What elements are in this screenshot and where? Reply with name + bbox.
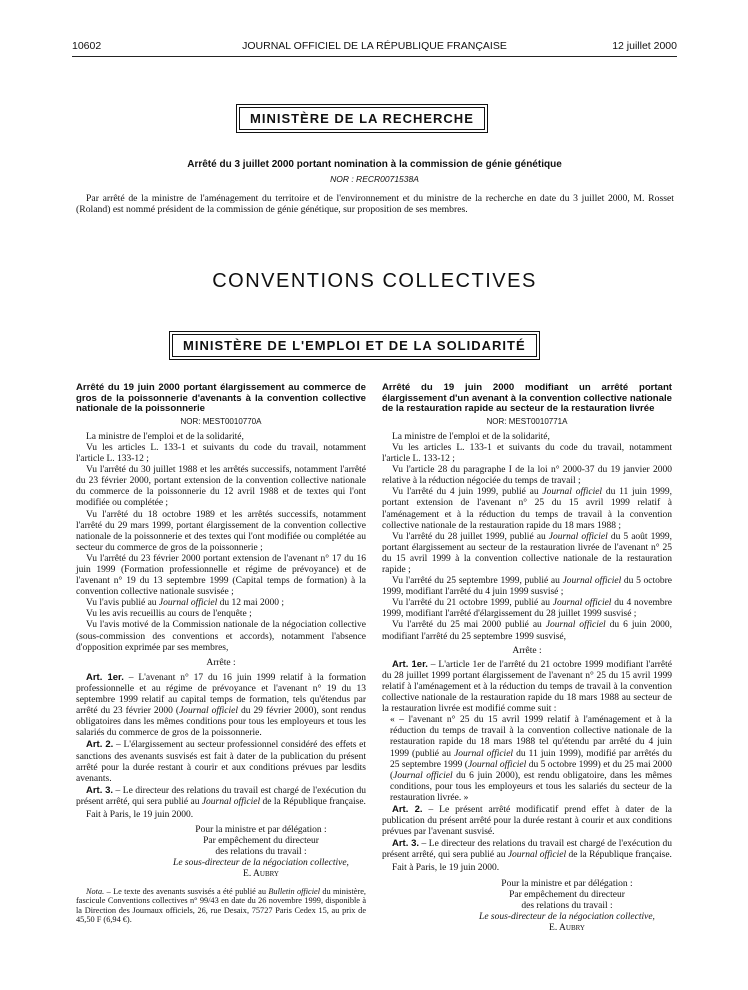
signature-line: des relations du travail : — [521, 900, 613, 911]
decree-title-restauration: Arrêté du 19 juin 2000 modifiant un arrêté portant élargissement d'un avenant à la convention collective nationale de la restauration rapide au secteur de la restauration livrée — [382, 382, 672, 415]
paragraph: Vu l'avis motivé de la Commission nationale de la négociation collective (sous-commission des conventions et accords), notamment l'absence d'opposition exprimée par ses membres, — [76, 620, 366, 653]
decree-title-recherche: Arrêté du 3 juillet 2000 portant nomination à la commission de génie génétique — [187, 159, 562, 170]
nor-recherche: NOR : RECR0071538A — [330, 174, 419, 184]
paragraph: Vu les articles L. 133-1 et suivants du code du travail, notamment l'article L. 133-12 ; — [76, 442, 366, 465]
signature-line: Pour la ministre et par délégation : — [501, 878, 633, 889]
nota: Nota. – Le texte des avenants susvisés a été publié au Bulletin officiel du ministère, fascicule Conventions collectives n° 99/43 en date du 26 novembre 1999, disponible à la Direction des Journaux officiels, 26, rue Desaix, 75727 Paris Cedex 15, au prix de 45,50 F (6,94 €). — [76, 886, 366, 925]
paragraph: Vu l'arrêté du 4 juin 1999, publié au Journal officiel du 11 juin 1999, portant extension de l'avenant n° 25 du 15 avril 1999 relatif à l'aménagement et à la réduction du temps de travail à la convention collective nationale de la restauration rapide du 18 mars 1988 ; — [382, 487, 672, 531]
paragraph: Vu l'arrêté du 21 octobre 1999, publié au Journal officiel du 4 novembre 1999, modifiant l'arrêté d'élargissement du 28 juillet 1999 susvisé ; — [382, 598, 672, 620]
arrete-label: Arrête : — [512, 645, 542, 656]
right-column — [382, 383, 672, 934]
running-header — [72, 40, 677, 54]
article-1: Art. 1er. – L'article 1er de l'arrêté du 21 octobre 1999 modifiant l'arrêté du 28 juillet 1999 portant élargissement de l'avenant n° 25 du 15 avril 1999 relatif à l'aménagement et à la réduction du temps de travail à la convention collective nationale de la restauration rapide du 18 mars 1988 au secteur de la restauration livrée est modifié comme suit : — [382, 658, 672, 715]
decree-body-recherche: Par arrêté de la ministre de l'aménagement du territoire et de l'environnement et du ministre de la recherche en date du 3 juillet 2000, M. Rosset (Roland) est nommé président de la commission de génie génétique, sur proposition de ses membres. — [76, 193, 674, 216]
paragraph: Vu l'avis publié au Journal officiel du 12 mai 2000 ; — [86, 598, 284, 609]
paragraph: Vu les articles L. 133-1 et suivants du code du travail, notamment l'article L. 133-12 ; — [382, 442, 672, 465]
signatory-name: E. Aubry — [243, 869, 279, 880]
issue-date: 12 juillet 2000 — [612, 40, 677, 52]
signature-line: Le sous-directeur de la négociation collective, — [479, 911, 655, 922]
article-2: Art. 2. – L'élargissement au secteur professionnel considéré des effets et sanctions des avenants susvisés est fait à dater de la publication du présent arrêté pour la durée restant à courir et aux conditions prévues par lesdits avenants. — [76, 739, 366, 784]
article-3: Art. 3. – Le directeur des relations du travail est chargé de l'exécution du présent arrêté, qui sera publié au Journal officiel de la République française. — [382, 838, 672, 861]
journal-title: JOURNAL OFFICIEL DE LA RÉPUBLIQUE FRANÇAISE — [242, 40, 507, 52]
paragraph: La ministre de l'emploi et de la solidarité, — [86, 431, 244, 442]
header-rule — [72, 56, 677, 57]
signature-line: des relations du travail : — [215, 847, 307, 858]
decree-title-poissonnerie: Arrêté du 19 juin 2000 portant élargissement au commerce de gros de la poissonnerie d'avenants à la convention collective nationale de la poissonnerie — [76, 382, 366, 415]
signature-line: Par empêchement du directeur — [203, 836, 319, 847]
paragraph: Vu les avis recueillis au cours de l'enquête ; — [86, 609, 252, 620]
paragraph: La ministre de l'emploi et de la solidarité, — [392, 431, 550, 442]
signature-line: Le sous-directeur de la négociation collective, — [173, 858, 349, 869]
fait-a-paris: Fait à Paris, le 19 juin 2000. — [392, 863, 500, 874]
ministry-box-emploi — [169, 331, 540, 360]
paragraph: Vu l'arrêté du 23 février 2000 portant extension de l'avenant n° 17 du 16 juin 1999 (Formation professionnelle et régime de prévoyance) et de l'avenant n° 19 du 13 septembre 1999 (Capital temps de formation) à la convention collective nationale susvisée ; — [76, 553, 366, 598]
page-number: 10602 — [72, 40, 102, 52]
paragraph: Vu l'arrêté du 30 juillet 1988 et les arrêtés successifs, notamment l'arrêté du 23 février 2000, portant extension de la convention collective nationale du commerce de la poissonnerie du 12 avril 1988 et de textes qui l'ont modifiée ou complétée ; — [76, 465, 366, 509]
ministry-box-recherche — [236, 104, 488, 133]
signatory-name: E. Aubry — [549, 922, 585, 933]
paragraph: Vu l'arrêté du 18 octobre 1989 et les arrêtés successifs, notamment l'arrêté du 29 mars 1999, portant élargissement de la convention collective nationale de la poissonnerie et des textes qui l'ont modifiée ou complétée au secteur du commerce de gros de la poissonnerie ; — [76, 509, 366, 553]
arrete-label: Arrête : — [206, 657, 236, 668]
ministry-title-emploi: MINISTÈRE DE L'EMPLOI ET DE LA SOLIDARITÉ — [172, 334, 537, 357]
paragraph: Vu l'article 28 du paragraphe I de la loi n° 2000-37 du 19 janvier 2000 relative à la réduction négociée du temps de travail ; — [382, 465, 672, 487]
signature-line: Par empêchement du directeur — [509, 889, 625, 900]
paragraph: Vu l'arrêté du 25 mai 2000 publié au Journal officiel du 6 juin 2000, modifiant l'arrêté du 25 septembre 1999 susvisé, — [382, 620, 673, 642]
signature-line: Pour la ministre et par délégation : — [195, 825, 327, 836]
fait-a-paris: Fait à Paris, le 19 juin 2000. — [86, 809, 194, 820]
paragraph: Vu l'arrêté du 25 septembre 1999, publié au Journal officiel du 5 octobre 1999, modifiant l'arrêté du 4 juin 1999 susvisé ; — [382, 576, 672, 598]
section-title: CONVENTIONS COLLECTIVES — [212, 270, 537, 292]
nor-restauration: NOR: MEST0010771A — [486, 416, 568, 426]
paragraph: Vu l'arrêté du 28 juillet 1999, publié au Journal officiel du 5 août 1999, portant élargissement au secteur de la restauration livrée de l'avenant n° 25 du 15 avril 1999 à la convention collective nationale de la restauration rapide ; — [382, 531, 672, 575]
article-1: Art. 1er. – L'avenant n° 17 du 16 juin 1999 relatif à la formation professionnelle et au régime de prévoyance et l'avenant n° 19 du 13 septembre 1999 relatif au capital temps de formation, tels qu'étendus par arrêté du 23 février 2000 (Journal officiel du 29 février 2000), sont rendus obligatoires dans les mêmes conditions pour tous les employeurs et tous les salariés du commerce de gros de la poissonnerie. — [76, 671, 367, 739]
nor-poissonnerie: NOR: MEST0010770A — [180, 416, 262, 426]
left-column — [76, 383, 366, 925]
quoted-amendment: « – l'avenant n° 25 du 15 avril 1999 relatif à l'aménagement et à la réduction du temps de travail à la convention collective nationale de la restauration rapide du 18 mars 1988 tel qu'étendu par arrêté du 4 juin 1999 (publié au Journal officiel du 11 juin 1999), modifié par arrêtés du 25 septembre 1999 (Journal officiel du 5 octobre 1999) et du 25 mai 2000 (Journal officiel du 6 juin 2000), est rendu obligatoire, dans les mêmes conditions, pour tous les employeurs et tous les salariés du secteur de la restauration livrée. » — [390, 715, 673, 803]
signature-block — [462, 879, 672, 934]
signature-block — [156, 825, 366, 880]
ministry-title-recherche: MINISTÈRE DE LA RECHERCHE — [239, 107, 485, 130]
article-2: Art. 2. – Le présent arrêté modificatif prend effet à dater de la publication du présent arrêté pour la durée restant à courir et aux conditions prévues par l'avenant susvisé. — [382, 803, 672, 838]
article-3: Art. 3. – Le directeur des relations du travail est chargé de l'exécution du présent arrêté, qui sera publié au Journal officiel de la République française. — [76, 784, 366, 807]
